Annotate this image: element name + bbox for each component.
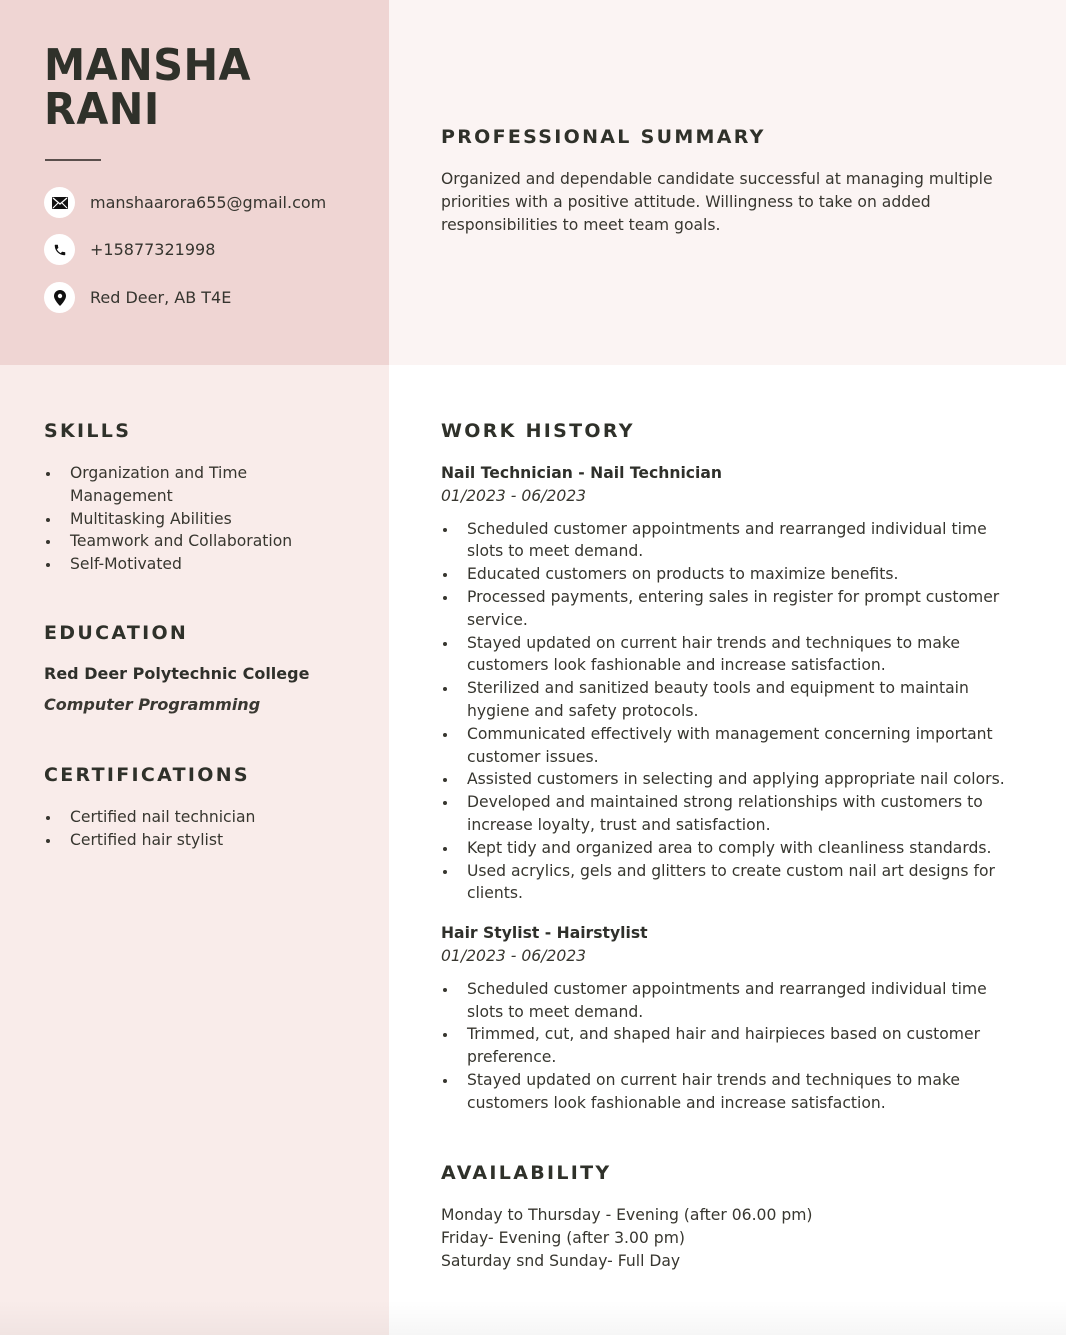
education-heading: EDUCATION [44, 622, 189, 644]
duty-item: Kept tidy and organized area to comply with cleanliness standards. [441, 837, 1021, 860]
job-duties [441, 518, 1021, 906]
duty-item: Developed and maintained strong relationships with customers to increase loyalty, trust and satisfaction. [441, 791, 1021, 837]
name-first: MANSHA [44, 40, 252, 91]
skills-heading: SKILLS [44, 420, 132, 442]
skill-item: Organization and Time Management [44, 462, 344, 508]
availability-line: Saturday snd Sunday- Full Day [441, 1251, 681, 1270]
availability-line: Monday to Thursday - Evening (after 06.00 pm) [441, 1206, 813, 1224]
name-divider [45, 159, 101, 161]
duty-item: Educated customers on products to maximize benefits. [441, 563, 1021, 586]
job-dates: 01/2023 - 06/2023 [441, 946, 587, 965]
skill-item: Self-Motivated [44, 553, 344, 576]
skill-item: Teamwork and Collaboration [44, 530, 344, 553]
location: Red Deer, AB T4E [90, 288, 232, 307]
work-history [441, 462, 1021, 1132]
job-entry [441, 922, 1021, 1114]
availability-heading: AVAILABILITY [441, 1162, 612, 1184]
email-link[interactable]: manshaarora655@gmail.com [90, 193, 327, 212]
availability-line: Friday- Evening (after 3.00 pm) [441, 1228, 685, 1247]
job-dates: 01/2023 - 06/2023 [441, 486, 587, 505]
name-last: RANI [44, 84, 160, 135]
duty-item: Scheduled customer appointments and rearranged individual time slots to meet demand. [441, 978, 1021, 1024]
job-title: Hair Stylist - Hairstylist [441, 924, 648, 943]
certifications-list [44, 806, 364, 852]
education-degree: Computer Programming [44, 695, 261, 714]
duty-item: Stayed updated on current hair trends and techniques to make customers look fashionable and increase satisfaction. [441, 1069, 1021, 1115]
duty-item: Scheduled customer appointments and rearranged individual time slots to meet demand. [441, 518, 1021, 564]
duty-item: Stayed updated on current hair trends and techniques to make customers look fashionable and increase satisfaction. [441, 632, 1021, 678]
summary-heading: PROFESSIONAL SUMMARY [441, 126, 766, 148]
contact-location [44, 282, 231, 313]
map-pin-icon [44, 282, 75, 313]
duty-item: Trimmed, cut, and shaped hair and hairpieces based on customer preference. [441, 1023, 1021, 1069]
phone-icon [44, 234, 75, 265]
duty-item: Processed payments, entering sales in register for prompt customer service. [441, 586, 1021, 632]
certification-item: Certified hair stylist [44, 829, 364, 852]
duty-item: Sterilized and sanitized beauty tools and equipment to maintain hygiene and safety protocols. [441, 677, 1021, 723]
phone-number: +15877321998 [90, 240, 216, 259]
summary-text: Organized and dependable candidate successful at managing multiple priorities with a positive attitude. Willingness to take on added responsibilities to meet team goals. [441, 170, 993, 234]
envelope-icon [44, 187, 75, 218]
contact-phone [44, 234, 215, 265]
job-entry [441, 462, 1021, 905]
duty-item: Assisted customers in selecting and applying appropriate nail colors. [441, 768, 1021, 791]
job-title: Nail Technician - Nail Technician [441, 464, 723, 482]
candidate-name [44, 40, 252, 135]
availability-list [441, 1204, 1021, 1272]
duty-item: Used acrylics, gels and glitters to create custom nail art designs for clients. [441, 860, 1021, 906]
duty-item: Communicated effectively with management concerning important customer issues. [441, 723, 1021, 769]
education-school: Red Deer Polytechnic College [44, 664, 310, 683]
skill-item: Multitasking Abilities [44, 508, 344, 531]
work-history-heading: WORK HISTORY [441, 420, 635, 442]
skills-list [44, 462, 344, 576]
job-duties [441, 978, 1021, 1115]
certification-item: Certified nail technician [44, 806, 364, 829]
certifications-heading: CERTIFICATIONS [44, 764, 250, 786]
contact-email [44, 187, 326, 218]
